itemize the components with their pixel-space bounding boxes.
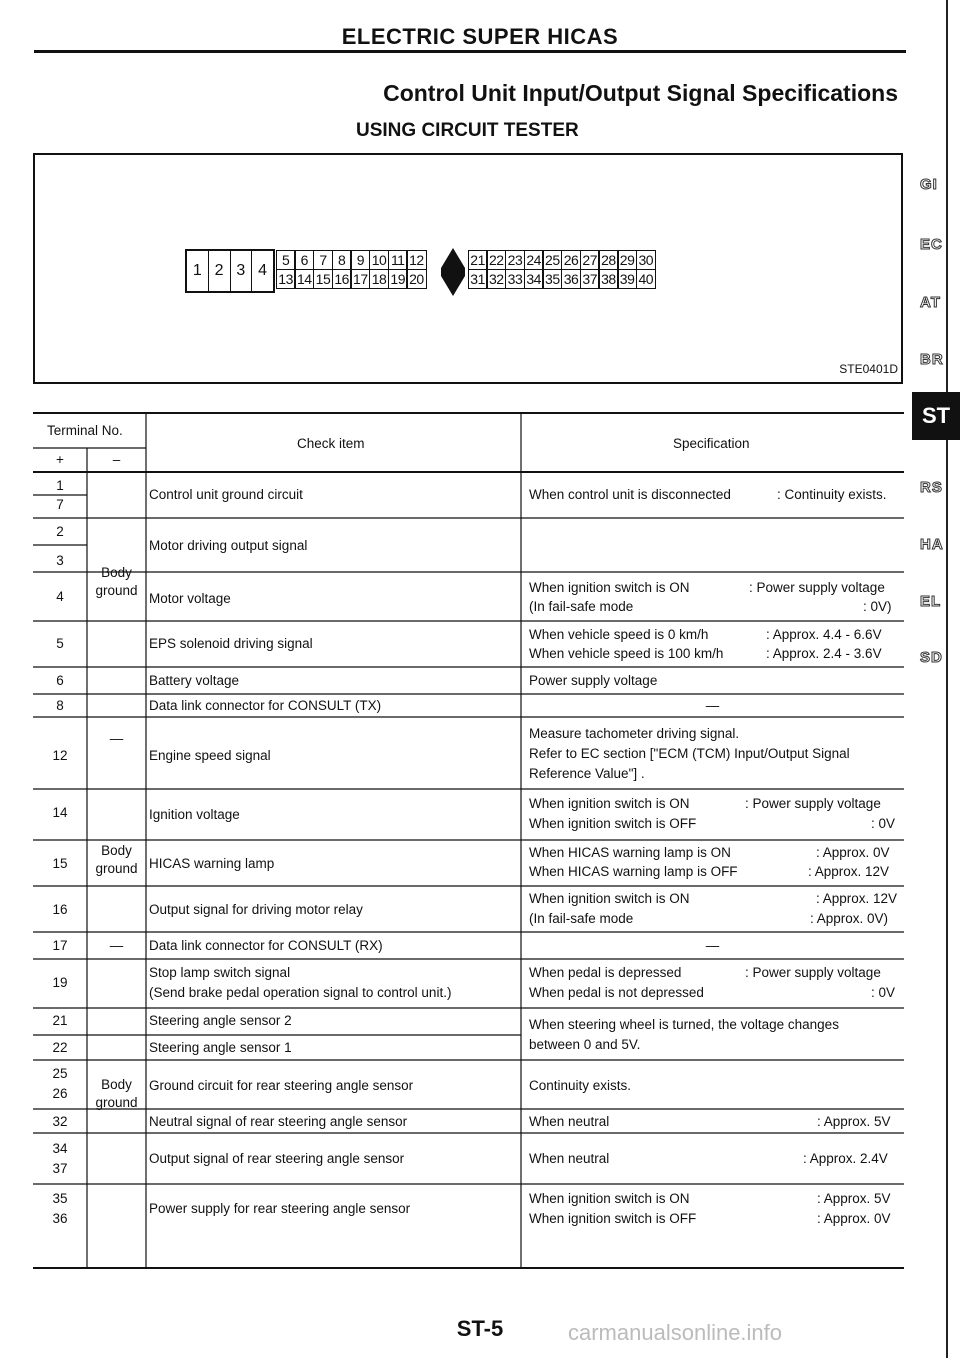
signal-spec-table bbox=[33, 412, 904, 1272]
spec-value: : 0V bbox=[871, 816, 896, 831]
check-cell: Data link connector for CONSULT (RX) bbox=[149, 938, 383, 953]
check-cell: Motor voltage bbox=[149, 591, 231, 606]
header-minus: – bbox=[112, 452, 121, 467]
connector-pin: 26 bbox=[561, 250, 581, 270]
terminal-cell: 25 bbox=[52, 1066, 68, 1081]
connector-block-b bbox=[469, 250, 656, 289]
connector-pin: 3 bbox=[231, 251, 253, 291]
minus-body-3: Body bbox=[101, 1077, 132, 1092]
connector-pin: 40 bbox=[636, 269, 656, 289]
spec-cell: When HICAS warning lamp is ON bbox=[529, 845, 731, 860]
connector-pin: 28 bbox=[598, 250, 618, 270]
connector-pin: 13 bbox=[276, 269, 296, 289]
connector-pin: 27 bbox=[580, 250, 600, 270]
check-cell: Power supply for rear steering angle sensor bbox=[149, 1201, 411, 1216]
connector-pin: 33 bbox=[505, 269, 525, 289]
minus-body-1: Body bbox=[101, 565, 132, 580]
spec-cell: (In fail-safe mode bbox=[529, 911, 634, 926]
spec-value: : Approx. 2.4 - 3.6V bbox=[766, 646, 882, 661]
spec-cell: When pedal is not depressed bbox=[529, 985, 704, 1000]
connector-pin: 25 bbox=[542, 250, 562, 270]
connector-pin: 18 bbox=[369, 269, 389, 289]
page-header-title: ELECTRIC SUPER HICAS bbox=[341, 24, 619, 49]
spec-value: : Approx. 0V bbox=[816, 845, 890, 860]
spec-value: : Approx. 12V bbox=[816, 891, 898, 906]
connector-pin: 1 bbox=[187, 251, 209, 291]
connector-pin: 15 bbox=[313, 269, 333, 289]
spec-cell: When steering wheel is turned, the voltage changes bbox=[529, 1017, 839, 1032]
check-cell: Stop lamp switch signal bbox=[149, 965, 291, 980]
terminal-cell: 21 bbox=[52, 1013, 68, 1028]
terminal-cell: 3 bbox=[56, 553, 64, 568]
connector-pin: 7 bbox=[313, 250, 333, 270]
spec-value: : Approx. 2.4V bbox=[803, 1151, 888, 1166]
header-terminal: Terminal No. bbox=[47, 423, 123, 438]
terminal-cell: 22 bbox=[52, 1040, 68, 1055]
spec-cell: When vehicle speed is 100 km/h bbox=[529, 646, 724, 661]
terminal-cell: 14 bbox=[52, 805, 68, 820]
spec-value: : Approx. 0V) bbox=[810, 911, 889, 926]
check-cell: Engine speed signal bbox=[149, 748, 271, 763]
connector-pin: 4 bbox=[258, 262, 268, 279]
spec-cell: When control unit is disconnected bbox=[529, 487, 731, 502]
side-tab-ha[interactable]: HA bbox=[920, 536, 944, 553]
spec-cell: — bbox=[705, 938, 720, 953]
spec-value: : 0V) bbox=[863, 599, 892, 614]
terminal-cell: 15 bbox=[52, 856, 68, 871]
connector-key-icon bbox=[439, 246, 467, 298]
spec-value: : Continuity exists. bbox=[777, 487, 887, 502]
header-rule bbox=[34, 50, 906, 53]
terminal-cell: 26 bbox=[52, 1086, 68, 1101]
terminal-cell: 34 bbox=[52, 1141, 68, 1156]
spec-value: : Power supply voltage bbox=[745, 965, 881, 980]
check-cell: Steering angle sensor 2 bbox=[149, 1013, 292, 1028]
check-cell: EPS solenoid driving signal bbox=[149, 636, 313, 651]
header-check-item: Check item bbox=[297, 436, 365, 451]
connector-pin: 24 bbox=[524, 250, 544, 270]
connector-pin: 22 bbox=[486, 250, 506, 270]
connector-pin: 35 bbox=[542, 269, 562, 289]
connector-pin: 5 bbox=[276, 250, 296, 270]
minus-dash-2: — bbox=[109, 938, 124, 953]
check-cell: Output signal of rear steering angle sensor bbox=[149, 1151, 405, 1166]
spec-cell: Measure tachometer driving signal. bbox=[529, 726, 740, 741]
connector-pin: 12 bbox=[406, 250, 426, 270]
terminal-cell: 36 bbox=[52, 1211, 68, 1226]
watermark: carmanualsonline.info bbox=[568, 1320, 783, 1345]
connector-pin: 36 bbox=[561, 269, 581, 289]
minus-body-2: Body bbox=[101, 843, 132, 858]
check-cell: Neutral signal of rear steering angle sensor bbox=[149, 1114, 408, 1129]
connector-pin: 8 bbox=[332, 250, 352, 270]
terminal-cell: 16 bbox=[52, 902, 68, 917]
connector-pin: 32 bbox=[486, 269, 506, 289]
terminal-cell: 1 bbox=[56, 478, 64, 493]
minus-ground-3: ground bbox=[95, 1095, 138, 1110]
terminal-cell: 8 bbox=[56, 698, 64, 713]
spec-cell: When ignition switch is ON bbox=[529, 891, 690, 906]
spec-cell: When vehicle speed is 0 km/h bbox=[529, 627, 709, 642]
spec-cell: When neutral bbox=[529, 1151, 610, 1166]
spec-value: : Approx. 12V bbox=[808, 864, 890, 879]
spec-cell: — bbox=[705, 698, 720, 713]
check-cell: (Send brake pedal operation signal to control unit.) bbox=[149, 985, 452, 1000]
check-cell: HICAS warning lamp bbox=[149, 856, 275, 871]
terminal-cell: 6 bbox=[56, 673, 64, 688]
connector-pin: 34 bbox=[524, 269, 544, 289]
connector-pin: 37 bbox=[580, 269, 600, 289]
minus-ground-2: ground bbox=[95, 861, 138, 876]
spec-cell: Continuity exists. bbox=[529, 1078, 632, 1093]
check-cell: Battery voltage bbox=[149, 673, 240, 688]
connector-block-a bbox=[277, 250, 427, 289]
header-plus: + bbox=[56, 452, 64, 467]
terminal-cell: 19 bbox=[52, 975, 68, 990]
terminal-cell: 17 bbox=[52, 938, 68, 953]
spec-cell: When ignition switch is ON bbox=[529, 580, 690, 595]
spec-cell: When ignition switch is ON bbox=[529, 796, 690, 811]
spec-cell: When ignition switch is OFF bbox=[529, 816, 697, 831]
connector-pin: 10 bbox=[369, 250, 389, 270]
minus-dash-1: — bbox=[109, 731, 124, 746]
terminal-cell: 7 bbox=[56, 497, 64, 512]
spec-value: : Approx. 5V bbox=[817, 1114, 891, 1129]
connector-pin: 19 bbox=[388, 269, 408, 289]
connector-left-block bbox=[185, 249, 275, 293]
check-cell: Output signal for driving motor relay bbox=[149, 902, 363, 917]
check-cell: Ground circuit for rear steering angle sensor bbox=[149, 1078, 414, 1093]
side-tab-br[interactable]: BR bbox=[920, 351, 944, 368]
spec-cell: When ignition switch is OFF bbox=[529, 1211, 697, 1226]
check-cell: Data link connector for CONSULT (TX) bbox=[149, 698, 382, 713]
connector-pin: 9 bbox=[350, 250, 370, 270]
side-tab-sd[interactable]: SD bbox=[920, 649, 943, 666]
connector-pin: 20 bbox=[406, 269, 426, 289]
side-tab-gi[interactable]: GI bbox=[920, 176, 938, 193]
connector-pin: 6 bbox=[294, 250, 314, 270]
section-title: Control Unit Input/Output Signal Specifications bbox=[383, 80, 898, 106]
connector-pin: 39 bbox=[617, 269, 637, 289]
terminal-cell: 35 bbox=[52, 1191, 68, 1206]
check-cell: Ignition voltage bbox=[149, 807, 240, 822]
connector-pin: 31 bbox=[468, 269, 488, 289]
spec-cell: between 0 and 5V. bbox=[529, 1037, 641, 1052]
check-cell: Steering angle sensor 1 bbox=[149, 1040, 292, 1055]
spec-value: : Power supply voltage bbox=[745, 796, 881, 811]
terminal-cell: 37 bbox=[52, 1161, 68, 1176]
spec-value: : Approx. 0V bbox=[817, 1211, 891, 1226]
spec-value: : Approx. 5V bbox=[817, 1191, 891, 1206]
check-cell: Control unit ground circuit bbox=[149, 487, 303, 502]
connector-pin: 16 bbox=[332, 269, 352, 289]
figure-code: STE0401D bbox=[839, 362, 898, 376]
side-tab-at[interactable]: AT bbox=[920, 294, 941, 311]
spec-cell: When pedal is depressed bbox=[529, 965, 682, 980]
spec-cell: Power supply voltage bbox=[529, 673, 658, 688]
minus-ground-1: ground bbox=[95, 583, 138, 598]
side-tab-ec[interactable]: EC bbox=[920, 236, 943, 253]
side-tab-rs[interactable]: RS bbox=[920, 479, 943, 496]
side-tab-el[interactable]: EL bbox=[920, 593, 942, 610]
side-tab-st-active[interactable]: ST bbox=[912, 392, 960, 440]
terminal-cell: 32 bbox=[52, 1114, 68, 1129]
terminal-cell: 5 bbox=[56, 636, 64, 651]
spec-cell: When neutral bbox=[529, 1114, 610, 1129]
spec-value: : 0V bbox=[871, 985, 896, 1000]
header-specification: Specification bbox=[673, 436, 750, 451]
connector-pin: 2 bbox=[209, 251, 231, 291]
connector-pin: 23 bbox=[505, 250, 525, 270]
page-edge-rule bbox=[946, 0, 948, 1358]
connector-pin: 38 bbox=[598, 269, 618, 289]
connector-pin: 29 bbox=[617, 250, 637, 270]
spec-cell: When HICAS warning lamp is OFF bbox=[529, 864, 738, 879]
connector-pin: 21 bbox=[468, 250, 488, 270]
spec-cell: Reference Value"] . bbox=[529, 766, 645, 781]
spec-cell: When ignition switch is ON bbox=[529, 1191, 690, 1206]
terminal-cell: 12 bbox=[52, 748, 68, 763]
section-subtitle: USING CIRCUIT TESTER bbox=[356, 120, 579, 141]
check-cell: Motor driving output signal bbox=[149, 538, 308, 553]
spec-value: : Power supply voltage bbox=[749, 580, 885, 595]
page-number: ST-5 bbox=[456, 1316, 504, 1341]
connector-pin: 17 bbox=[350, 269, 370, 289]
connector-pin: 11 bbox=[388, 250, 408, 270]
terminal-cell: 2 bbox=[56, 524, 64, 539]
spec-cell: Refer to EC section ["ECM (TCM) Input/Output Signal bbox=[529, 746, 850, 761]
spec-value: : Approx. 4.4 - 6.6V bbox=[766, 627, 882, 642]
connector-pin: 30 bbox=[636, 250, 656, 270]
terminal-cell: 4 bbox=[56, 589, 64, 604]
connector-pin: 14 bbox=[294, 269, 314, 289]
spec-cell: (In fail-safe mode bbox=[529, 599, 634, 614]
